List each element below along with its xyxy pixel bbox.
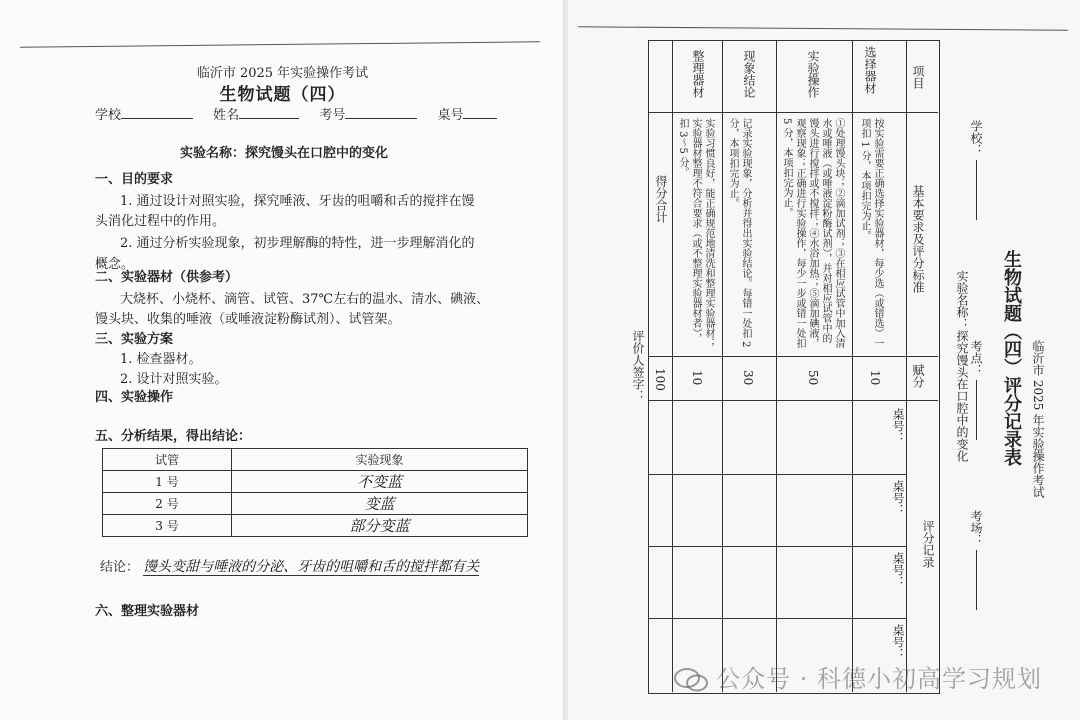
table-line [906, 40, 907, 692]
col-score-header: 赋分 [911, 364, 925, 388]
score-experiment-name: 实验名称：探究馒头在口腔中的变化 [955, 270, 969, 462]
s1-item2-line2: 概念。 [95, 257, 135, 272]
row-standard-tidy: 实验习惯良好，能正确规范地清洗和整理实验器材；实验器材整理不符合要求（或不整理实验器材者），扣 3～5 分。 [677, 118, 714, 348]
table-line [852, 40, 853, 692]
s1-item1-line1: 1. 通过设计对照实验，探究唾液、牙齿的咀嚼和舌的搅拌在馒 [120, 194, 475, 209]
row-item-tidy: 整理器材 [691, 50, 705, 98]
exam-header: 临沂市 2025 年实验操作考试 [196, 66, 369, 81]
exam-no-label: 考号 [319, 108, 346, 123]
conclusion-text[interactable]: 馒头变甜与唾液的分泌、牙齿的咀嚼和舌的搅拌都有关 [143, 559, 480, 575]
row-score-operate: 50 [806, 370, 820, 386]
row-score-result: 30 [741, 370, 755, 386]
col-standard-header: 基本要求及评分标准 [911, 185, 925, 293]
student-info-row [95, 104, 497, 123]
table-line [672, 40, 673, 692]
page-top-rule [20, 41, 540, 47]
exam-no-blank[interactable] [345, 106, 417, 119]
score-header: 临沂市 2025 年实验操作考试 [1031, 340, 1045, 499]
section-6-title: 六、整理实验器材 [95, 604, 200, 619]
result-cell[interactable]: 变蓝 [232, 493, 528, 515]
exam-point-blank[interactable] [976, 380, 977, 440]
name-blank[interactable] [239, 106, 299, 119]
section-2-title: 二、实验器材（供参考） [95, 270, 239, 285]
table-line [648, 112, 938, 113]
result-cell[interactable]: 部分变蓝 [232, 515, 528, 537]
desk-label[interactable]: 桌号： [891, 408, 905, 444]
header-result: 实验现象 [232, 449, 528, 471]
row-item-result: 现象结论 [742, 50, 756, 98]
name-label: 姓名 [213, 108, 240, 123]
table-line [722, 40, 723, 692]
tube-cell: 3 号 [103, 515, 232, 537]
section-5-title: 五、分析结果，得出结论： [95, 429, 252, 444]
col-item-header: 项目 [911, 65, 925, 89]
table-line [648, 400, 938, 401]
row-standard-select: 按实验需要正确选择实验器材，每少选（或错选）一项扣 1 分，本项扣完为止。 [859, 118, 883, 348]
results-table-header [103, 449, 528, 471]
section-3-title: 三、实验方案 [95, 332, 174, 347]
tube-cell: 2 号 [103, 493, 232, 515]
desk-label[interactable]: 桌号： [891, 480, 905, 516]
exam-point-label: 考点： [969, 340, 983, 376]
desk-no-blank[interactable] [463, 106, 497, 119]
result-cell[interactable]: 不变蓝 [232, 471, 528, 493]
score-title: 生物试题（四）评分记录表 [1001, 250, 1022, 466]
total-label: 得分合计 [654, 175, 668, 223]
exam-room-field [968, 510, 985, 610]
school-blank[interactable] [976, 160, 977, 220]
page-top-rule [578, 26, 1068, 30]
row-item-select: 选择器材 [863, 46, 877, 94]
s2-line2: 馒头块、收集的唾液（或唾液淀粉酶试剂）、试管架。 [95, 312, 401, 327]
watermark-text: 公众号 · 科德小初高学习规划 [716, 665, 1042, 693]
results-table [102, 448, 528, 537]
table-row [103, 493, 528, 515]
school-label: 学校： [969, 120, 983, 156]
row-standard-result: 记录实验现象，分析并得出实验结论。每错一处扣 2 分，本项扣完为止。 [727, 118, 751, 348]
school-label: 学校 [95, 108, 122, 123]
s1-item2-line1: 2. 通过分析实验现象，初步理解酶的特性，进一步理解消化的 [120, 236, 475, 251]
table-row [103, 471, 528, 493]
tube-cell: 1 号 [103, 471, 232, 493]
s3-item1: 1. 检查器材。 [120, 352, 202, 367]
s1-item1-line2: 头消化过程中的作用。 [95, 214, 226, 229]
section-1-title: 一、目的要求 [95, 172, 174, 187]
table-line [648, 546, 906, 547]
table-line [776, 40, 777, 692]
row-item-operate: 实验操作 [806, 50, 820, 98]
exam-title: 生物试题（四） [219, 85, 346, 105]
desk-label[interactable]: 桌号： [891, 624, 905, 660]
table-line [648, 356, 938, 357]
header-tube: 试管 [103, 449, 232, 471]
col-record-header: 评分记录 [921, 520, 935, 568]
desk-no-label: 桌号 [437, 108, 464, 123]
scorer-signature[interactable]: 评价人签字： [631, 330, 645, 402]
row-score-select: 10 [868, 370, 882, 386]
exam-room-label: 考场： [969, 510, 983, 546]
table-row [103, 515, 528, 537]
experiment-name: 实验名称：探究馒头在口腔中的变化 [180, 146, 389, 161]
desk-label[interactable]: 桌号： [891, 552, 905, 588]
table-line [648, 618, 906, 619]
watermark [674, 659, 1042, 694]
exam-point-field [968, 340, 985, 440]
conclusion-label: 结论： [100, 560, 140, 575]
row-score-tidy: 10 [690, 370, 704, 386]
s3-item2: 2. 设计对照实验。 [120, 372, 228, 387]
s2-line1: 大烧杯、小烧杯、滴管、试管、37℃左右的温水、清水、碘液、 [120, 292, 490, 307]
row-standard-operate: ①处理馒头块；②滴加试剂；③在相应试管中加入清水或唾液（或唾液淀粉酶试剂），并对相应试管中的馒头进行搅拌或不搅拌；④水浴加热；⑤滴加碘液，观察现象；正确进行实验操作，每少一步或错一处扣 5 分，本项扣完为止。 [781, 118, 844, 348]
school-field [968, 120, 985, 220]
table-line [648, 474, 906, 475]
wechat-icon [674, 668, 708, 692]
conclusion-row [100, 556, 479, 576]
total-score: 100 [653, 368, 667, 391]
school-blank[interactable] [121, 106, 193, 119]
section-4-title: 四、实验操作 [95, 390, 174, 405]
exam-room-blank[interactable] [976, 550, 977, 610]
